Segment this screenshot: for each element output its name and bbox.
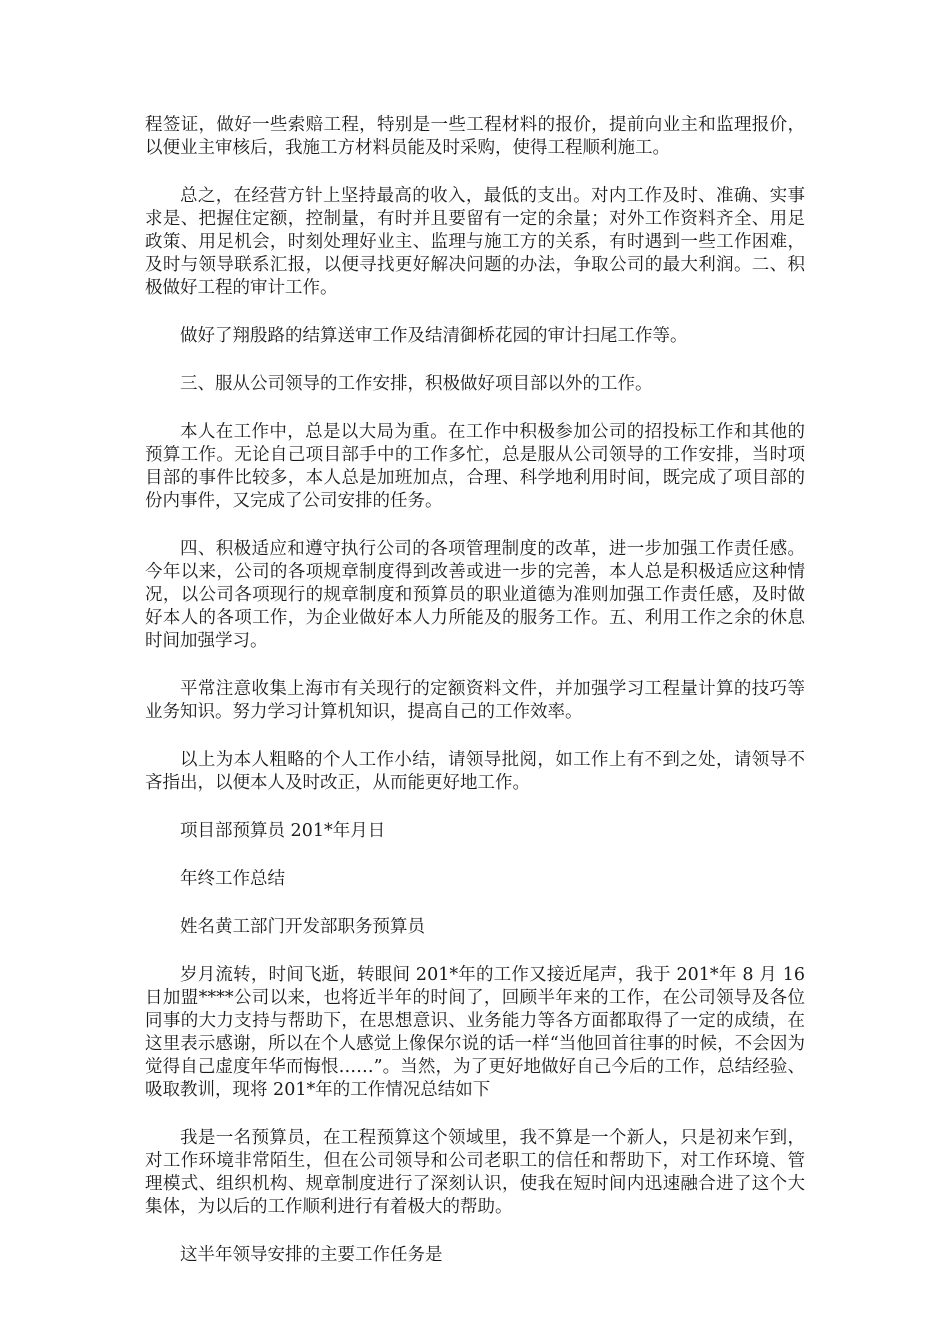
document-body [145, 114, 805, 1292]
paragraph-8: 以上为本人粗略的个人工作小结，请领导批阅，如工作上有不到之处，请领导不吝指出，以便本人及时改正，从而能更好地工作。 [145, 750, 805, 793]
section-title: 年终工作总结 [180, 869, 285, 889]
paragraph-7: 平常注意收集上海市有关现行的定额资料文件，并加强学习工程量计算的技巧等业务知识。努力学习计算机知识，提高自己的工作效率。 [145, 679, 805, 722]
paragraph-13: 我是一名预算员，在工程预算这个领域里，我不算是一个新人，只是初来乍到，对工作环境非常陌生，但在公司领导和公司老职工的信任和帮助下，对工作环境、管理模式、组织机构、规章制度进行了深刻认识，使我在短时间内迅速融合进了这个大集体，为以后的工作顺利进行有着极大的帮助。 [145, 1128, 805, 1217]
signature-line: 项目部预算员 201*年月日 [180, 821, 386, 841]
paragraph-3: 做好了翔殷路的结算送审工作及结清御桥花园的审计扫尾工作等。 [180, 326, 688, 346]
author-info: 姓名黄工部门开发部职务预算员 [180, 917, 425, 937]
paragraph-14: 这半年领导安排的主要工作任务是 [180, 1245, 443, 1265]
paragraph-2: 总之，在经营方针上坚持最高的收入，最低的支出。对内工作及时、准确、实事求是、把握住定额，控制量，有时并且要留有一定的余量；对外工作资料齐全、用足政策、用足机会，时刻处理好业主、监理与施工方的关系，有时遇到一些工作困难，及时与领导联系汇报，以便寻找更好解决问题的办法，争取公司的最大利润。二、积极做好工程的审计工作。 [145, 186, 805, 298]
paragraph-5: 本人在工作中，总是以大局为重。在工作中积极参加公司的招投标工作和其他的预算工作。无论自己项目部手中的工作多忙，总是服从公司领导的工作安排，当时项目部的事件比较多，本人总是加班加点，合理、科学地利用时间，既完成了项目部的份内事件，又完成了公司安排的任务。 [145, 422, 805, 511]
paragraph-6: 四、积极适应和遵守执行公司的各项管理制度的改革，进一步加强工作责任感。今年以来，公司的各项规章制度得到改善或进一步的完善，本人总是积极适应这种情况，以公司各项现行的规章制度和预算员的职业道德为准则加强工作责任感，及时做好本人的各项工作，为企业做好本人力所能及的服务工作。五、利用工作之余的休息时间加强学习。 [145, 539, 805, 651]
paragraph-1: 程签证，做好一些索赔工程，特别是一些工程材料的报价，提前向业主和监理报价，以便业主审核后，我施工方材料员能及时采购，使得工程顺利施工。 [145, 115, 805, 158]
paragraph-4: 三、服从公司领导的工作安排，积极做好项目部以外的工作。 [180, 374, 653, 394]
paragraph-12: 岁月流转，时间飞逝，转眼间 201*年的工作又接近尾声，我于 201*年 8 月 16 日加盟****公司以来，也将近半年的时间了，回顾半年来的工作，在公司领导及各位同事的大力支持与帮助下，在思想意识、业务能力等各方面都取得了一定的成绩，在这里表示感谢，所以在个人感觉上像保尔说的话一样“当他回首往事的时候，不会因为觉得自己虚度年华而悔恨……”。当然，为了更好地做好自己今后的工作，总结经验、吸取教训，现将 201*年的工作情况总结如下 [145, 965, 805, 1100]
